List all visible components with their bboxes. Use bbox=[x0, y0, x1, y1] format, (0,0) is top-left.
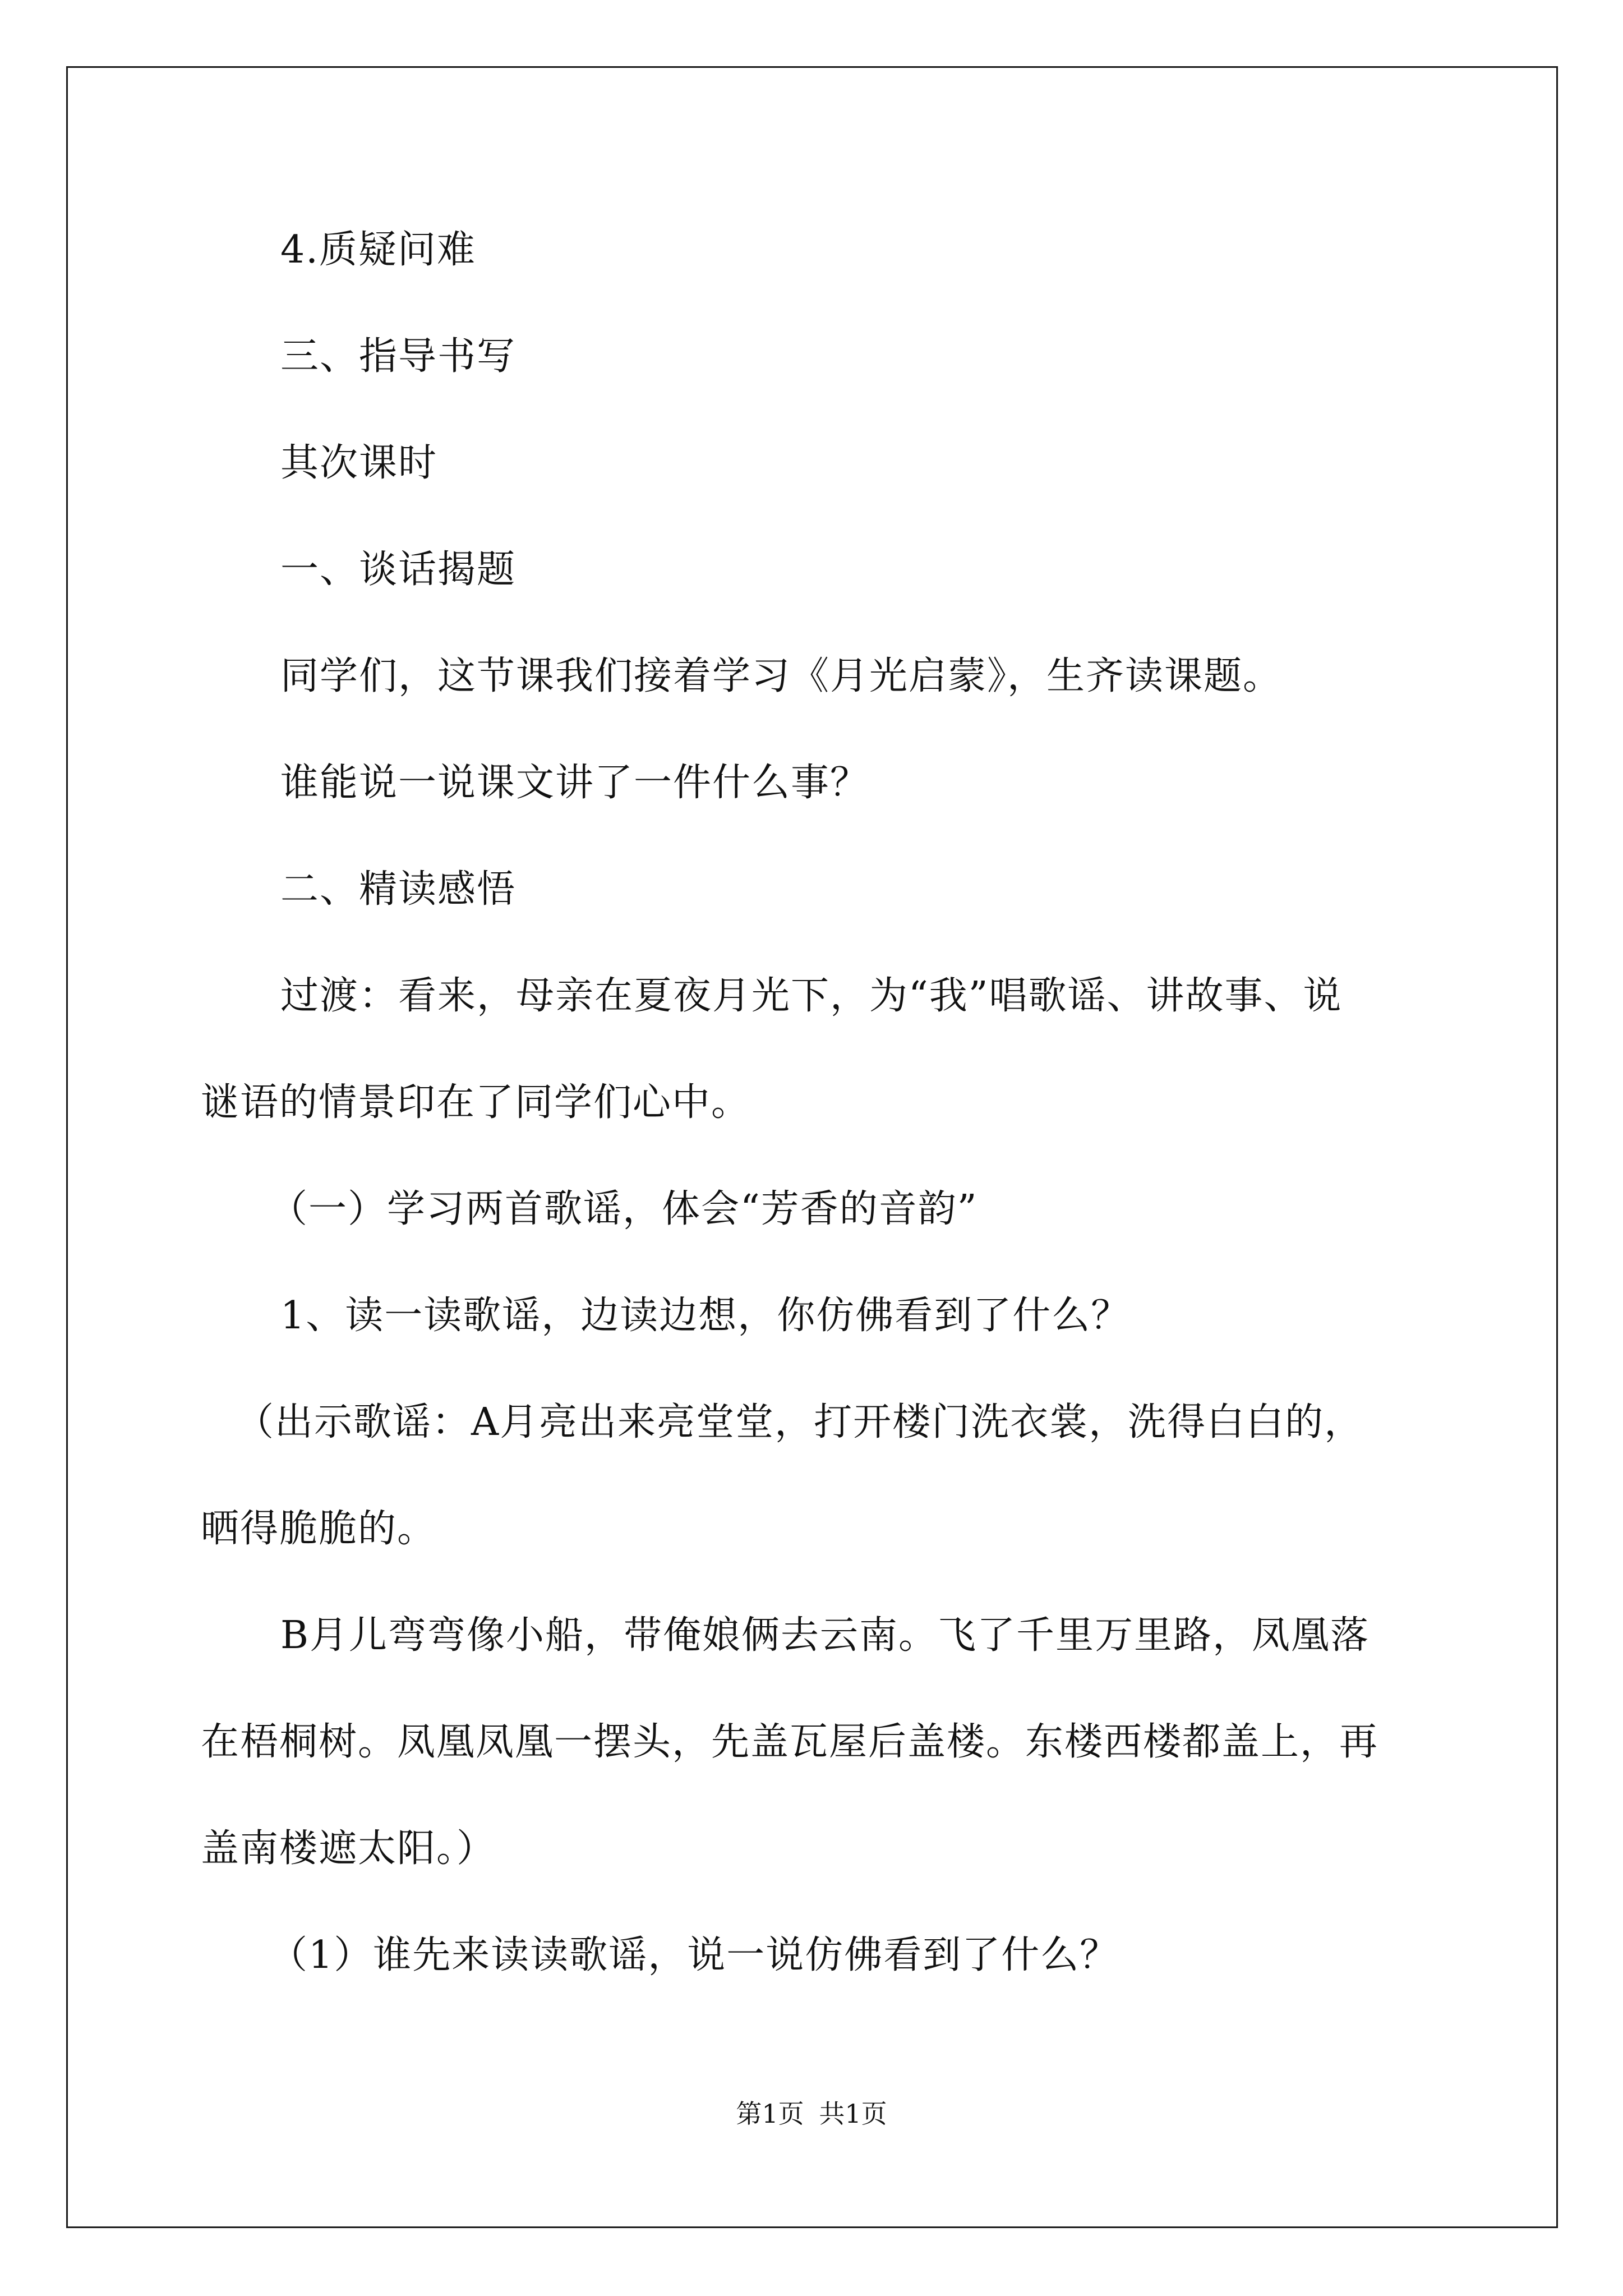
text-line-14: B月儿弯弯像小船，带俺娘俩去云南。飞了千里万里路，凤凰落 bbox=[280, 1613, 1370, 1658]
page-border bbox=[66, 66, 1558, 2228]
text-line-11: 1、读一读歌谣，边读边想，你仿佛看到了什么？ bbox=[280, 1294, 1131, 1338]
text-line-2: 三、指导书写 bbox=[280, 334, 517, 379]
text-line-6: 谁能说一说课文讲了一件什么事？ bbox=[280, 761, 870, 805]
text-line-9: 谜语的情景印在了同学们心中。 bbox=[201, 1080, 751, 1125]
text-line-12: （出示歌谣：A月亮出来亮堂堂，打开楼门洗衣裳，洗得白白的， bbox=[236, 1400, 1364, 1444]
text-line-17: （1）谁先来读读歌谣，说一说仿佛看到了什么？ bbox=[269, 1933, 1119, 1977]
text-line-7: 二、精读感悟 bbox=[280, 867, 517, 912]
text-line-3: 其次课时 bbox=[280, 441, 438, 485]
text-line-10: （一）学习两首歌谣，体会“芳香的音韵” bbox=[269, 1187, 978, 1231]
text-line-13: 晒得脆脆的。 bbox=[201, 1507, 437, 1551]
text-line-5: 同学们，这节课我们接着学习《月光启蒙》，生齐读课题。 bbox=[280, 654, 1283, 698]
text-line-16: 盖南楼遮太阳。） bbox=[201, 1826, 496, 1871]
page-number-current: 第1页 bbox=[736, 2099, 804, 2129]
text-line-15: 在梧桐树。凤凰凤凰一摆头，先盖瓦屋后盖楼。东楼西楼都盖上，再 bbox=[201, 1720, 1379, 1764]
page-number-total: 共1页 bbox=[819, 2099, 887, 2129]
text-line-1: 4.质疑问难 bbox=[280, 228, 476, 272]
page-footer bbox=[0, 2098, 1623, 2129]
text-line-8: 过渡：看来，母亲在夏夜月光下，为“我”唱歌谣、讲故事、说 bbox=[280, 974, 1343, 1018]
text-line-4: 一、谈话揭题 bbox=[280, 547, 517, 592]
